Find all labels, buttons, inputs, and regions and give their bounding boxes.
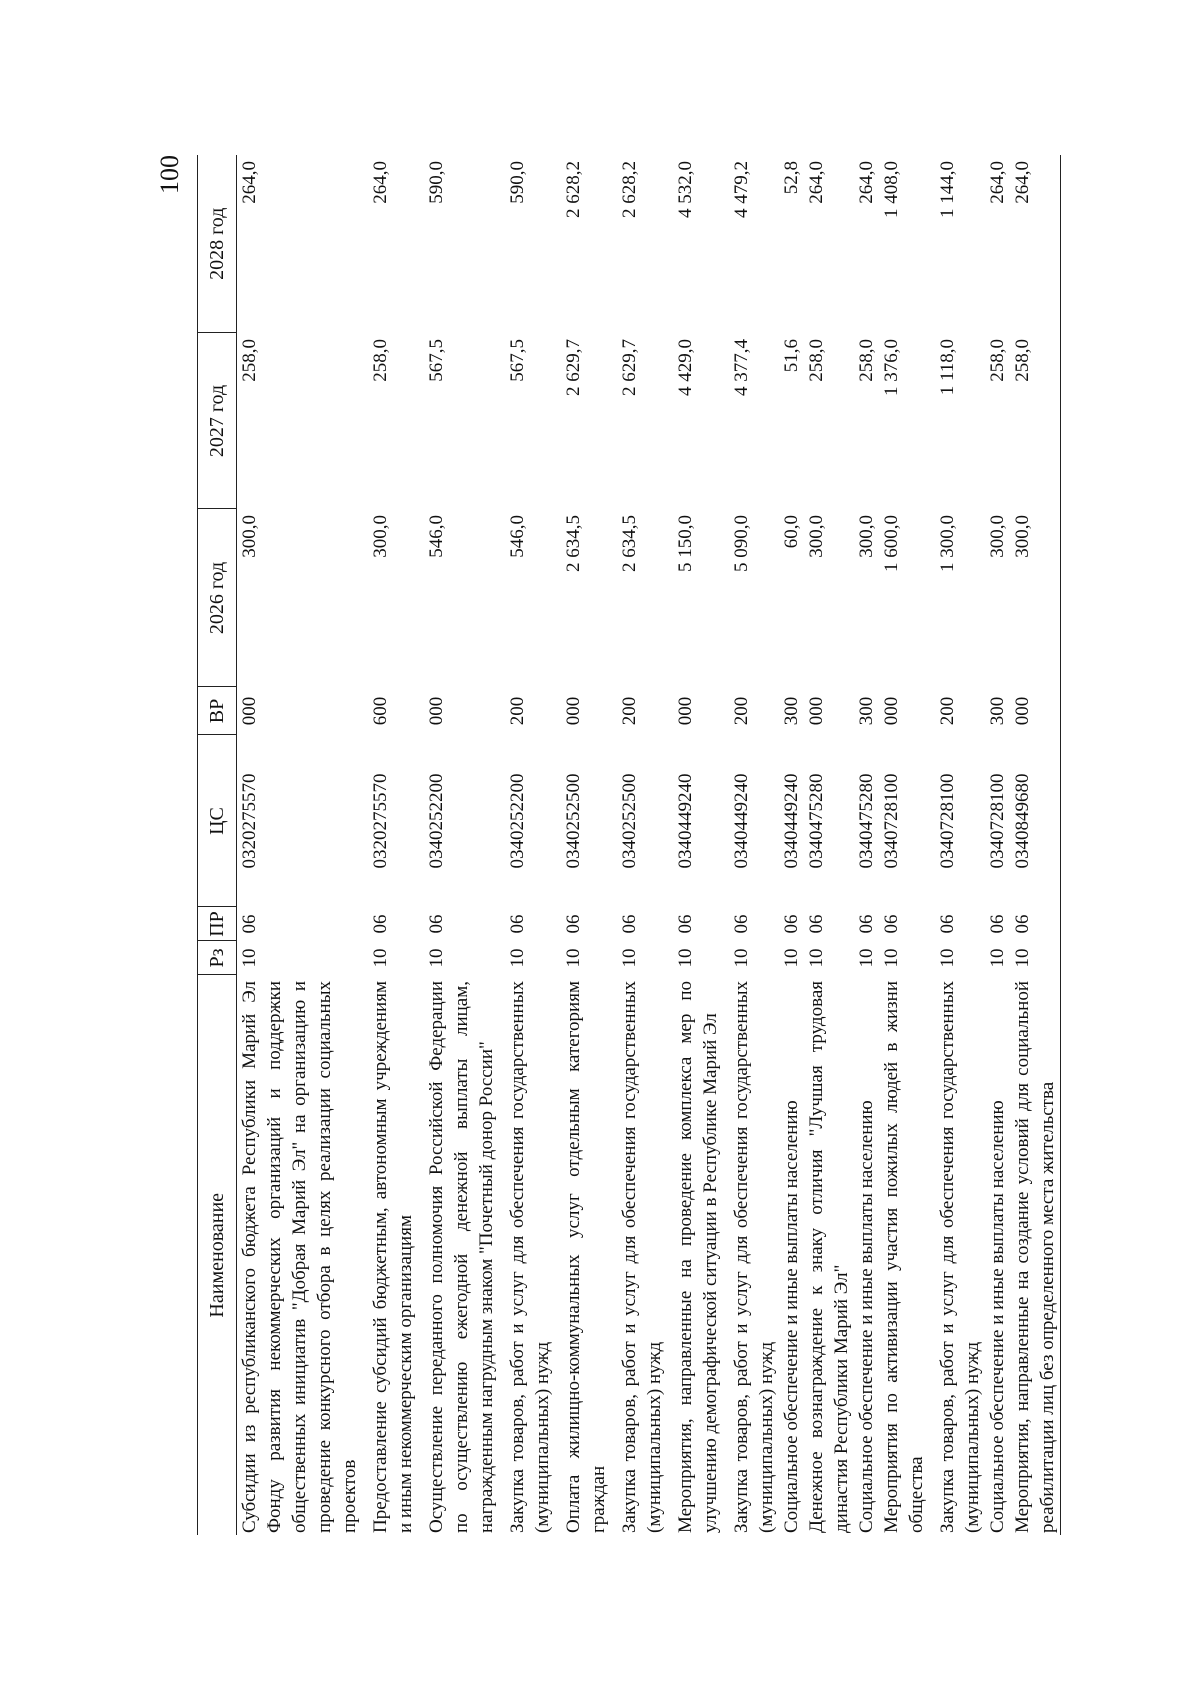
row-name: Мероприятия, направленные на проведение комплекса мер по улучшению демографической ситуации в Республике Марий Эл bbox=[675, 981, 721, 1533]
table-row bbox=[804, 155, 854, 1535]
row-value-2028: 590,0 bbox=[426, 161, 447, 204]
row-vr: 600 bbox=[370, 696, 391, 726]
header-name: Наименование bbox=[198, 975, 237, 1535]
table-row bbox=[854, 155, 879, 1535]
row-pr: 06 bbox=[937, 914, 958, 934]
row-rz: 10 bbox=[619, 948, 640, 968]
row-value-2028: 590,0 bbox=[507, 161, 528, 204]
row-value-2028: 1 144,0 bbox=[937, 161, 958, 218]
row-vr: 000 bbox=[239, 696, 260, 726]
row-name: Оплата жилищно-коммунальных услуг отдельным категориям граждан bbox=[563, 981, 609, 1533]
table-row bbox=[723, 155, 779, 1535]
budget-table bbox=[197, 155, 1061, 1535]
row-value-2027: 567,5 bbox=[426, 339, 447, 382]
rotated-document-page bbox=[155, 155, 1080, 1535]
row-pr: 06 bbox=[563, 914, 584, 934]
row-pr: 06 bbox=[987, 914, 1008, 934]
row-cs: 0340252200 bbox=[426, 773, 447, 869]
row-vr: 200 bbox=[507, 696, 528, 726]
row-value-2028: 2 628,2 bbox=[563, 161, 584, 218]
row-value-2026: 60,0 bbox=[781, 515, 802, 549]
row-vr: 000 bbox=[881, 696, 902, 726]
row-value-2028: 264,0 bbox=[1010, 155, 1061, 333]
header-2028: 2028 год bbox=[198, 155, 237, 333]
row-vr: 000 bbox=[1010, 687, 1061, 735]
row-cs: 0340475280 bbox=[856, 773, 877, 869]
row-vr: 000 bbox=[675, 696, 696, 726]
table-row bbox=[985, 155, 1010, 1535]
row-pr: 06 bbox=[619, 914, 640, 934]
row-vr: 000 bbox=[563, 696, 584, 726]
row-pr: 06 bbox=[1010, 907, 1061, 941]
row-value-2026: 5 090,0 bbox=[731, 515, 752, 572]
row-value-2026: 2 634,5 bbox=[563, 515, 584, 572]
row-value-2028: 264,0 bbox=[239, 161, 260, 204]
row-name: Субсидии из республиканского бюджета Республики Марий Эл Фонду развития некоммерческих организаций и поддержки общественных инициатив "Добрая Марий Эл" на организацию и проведение конкурсного отбора в целях реализации социальных проектов bbox=[239, 981, 360, 1533]
row-vr: 200 bbox=[937, 696, 958, 726]
row-rz: 10 bbox=[987, 948, 1008, 968]
table-row bbox=[929, 155, 985, 1535]
row-pr: 06 bbox=[370, 914, 391, 934]
row-vr: 300 bbox=[987, 696, 1008, 726]
table-row bbox=[611, 155, 667, 1535]
row-value-2028: 4 532,0 bbox=[675, 161, 696, 218]
row-value-2027: 258,0 bbox=[239, 339, 260, 382]
header-cs: ЦС bbox=[198, 735, 237, 907]
row-value-2028: 264,0 bbox=[856, 161, 877, 204]
row-cs: 0340849680 bbox=[1010, 735, 1061, 907]
row-vr: 200 bbox=[731, 696, 752, 726]
row-name: Социальное обеспечение и иные выплаты населению bbox=[987, 1100, 1008, 1533]
row-value-2026: 1 600,0 bbox=[881, 515, 902, 572]
table-row bbox=[1010, 155, 1061, 1535]
row-pr: 06 bbox=[507, 914, 528, 934]
row-rz: 10 bbox=[731, 948, 752, 968]
row-value-2026: 2 634,5 bbox=[619, 515, 640, 572]
row-value-2027: 4 377,4 bbox=[731, 339, 752, 396]
row-value-2027: 258,0 bbox=[806, 339, 827, 382]
row-value-2026: 300,0 bbox=[239, 515, 260, 558]
table-row bbox=[418, 155, 499, 1535]
row-cs: 0340449240 bbox=[781, 773, 802, 869]
row-vr: 300 bbox=[781, 696, 802, 726]
row-value-2028: 1 408,0 bbox=[881, 161, 902, 218]
row-vr: 000 bbox=[806, 696, 827, 726]
row-rz: 10 bbox=[806, 948, 827, 968]
row-name: Закупка товаров, работ и услуг для обеспечения государственных (муниципальных) нужд bbox=[937, 981, 983, 1533]
row-name: Закупка товаров, работ и услуг для обеспечения государственных (муниципальных) нужд bbox=[731, 981, 777, 1533]
row-cs: 0340252500 bbox=[619, 773, 640, 869]
row-cs: 0340449240 bbox=[731, 773, 752, 869]
row-value-2027: 2 629,7 bbox=[619, 339, 640, 396]
row-cs: 0340728100 bbox=[881, 773, 902, 869]
row-value-2027: 4 429,0 bbox=[675, 339, 696, 396]
row-rz: 10 bbox=[239, 948, 260, 968]
row-vr: 200 bbox=[619, 696, 640, 726]
row-cs: 0320275570 bbox=[239, 773, 260, 869]
row-rz: 10 bbox=[426, 948, 447, 968]
row-rz: 10 bbox=[881, 948, 902, 968]
table-row bbox=[555, 155, 611, 1535]
row-name: Закупка товаров, работ и услуг для обеспечения государственных (муниципальных) нужд bbox=[507, 981, 553, 1533]
row-value-2028: 264,0 bbox=[806, 161, 827, 204]
row-value-2026: 300,0 bbox=[806, 515, 827, 558]
row-rz: 10 bbox=[937, 948, 958, 968]
table-body bbox=[237, 155, 1061, 1535]
table-header-row bbox=[198, 155, 237, 1535]
row-value-2027: 2 629,7 bbox=[563, 339, 584, 396]
row-name: Денежное вознаграждение к знаку отличия "Лучшая трудовая династия Республики Марий Эл" bbox=[806, 981, 852, 1533]
table-row bbox=[499, 155, 555, 1535]
row-rz: 10 bbox=[781, 948, 802, 968]
row-rz: 10 bbox=[370, 948, 391, 968]
row-cs: 0320275570 bbox=[370, 773, 391, 869]
row-value-2026: 300,0 bbox=[856, 515, 877, 558]
row-pr: 06 bbox=[806, 914, 827, 934]
header-2026: 2026 год bbox=[198, 509, 237, 687]
row-rz: 10 bbox=[675, 948, 696, 968]
row-value-2026: 546,0 bbox=[426, 515, 447, 558]
row-value-2026: 300,0 bbox=[1010, 509, 1061, 687]
row-name: Закупка товаров, работ и услуг для обеспечения государственных (муниципальных) нужд bbox=[619, 981, 665, 1533]
row-cs: 0340252200 bbox=[507, 773, 528, 869]
row-name: Социальное обеспечение и иные выплаты населению bbox=[781, 1100, 802, 1533]
row-name: Социальное обеспечение и иные выплаты населению bbox=[856, 1100, 877, 1533]
row-value-2027: 258,0 bbox=[987, 339, 1008, 382]
row-value-2027: 1 376,0 bbox=[881, 339, 902, 396]
row-pr: 06 bbox=[731, 914, 752, 934]
row-value-2027: 258,0 bbox=[370, 339, 391, 382]
row-value-2028: 264,0 bbox=[370, 161, 391, 204]
row-value-2027: 258,0 bbox=[856, 339, 877, 382]
header-2027: 2027 год bbox=[198, 333, 237, 509]
page-number: 100 bbox=[155, 155, 184, 194]
row-pr: 06 bbox=[781, 914, 802, 934]
row-value-2028: 52,8 bbox=[781, 161, 802, 195]
row-value-2028: 4 479,2 bbox=[731, 161, 752, 218]
row-vr: 300 bbox=[856, 696, 877, 726]
row-cs: 0340728100 bbox=[937, 773, 958, 869]
table-row bbox=[879, 155, 929, 1535]
row-cs: 0340252500 bbox=[563, 773, 584, 869]
row-name: Мероприятия по активизации участия пожилых людей в жизни общества bbox=[881, 981, 927, 1533]
row-value-2027: 567,5 bbox=[507, 339, 528, 382]
row-value-2027: 51,6 bbox=[781, 339, 802, 373]
row-name: Предоставление субсидий бюджетным, автономным учреждениям и иным некоммерческим организациям bbox=[370, 981, 416, 1533]
row-rz: 10 bbox=[856, 948, 877, 968]
row-value-2028: 2 628,2 bbox=[619, 161, 640, 218]
table-row bbox=[362, 155, 418, 1535]
row-pr: 06 bbox=[426, 914, 447, 934]
header-pr: ПР bbox=[198, 907, 237, 941]
row-value-2026: 546,0 bbox=[507, 515, 528, 558]
row-value-2026: 5 150,0 bbox=[675, 515, 696, 572]
row-value-2027: 1 118,0 bbox=[937, 339, 958, 396]
row-value-2026: 300,0 bbox=[370, 515, 391, 558]
row-rz: 10 bbox=[563, 948, 584, 968]
row-rz: 10 bbox=[1010, 941, 1061, 975]
row-value-2026: 300,0 bbox=[987, 515, 1008, 558]
header-vr: ВР bbox=[198, 687, 237, 735]
row-vr: 000 bbox=[426, 696, 447, 726]
table-row bbox=[667, 155, 723, 1535]
row-cs: 0340728100 bbox=[987, 773, 1008, 869]
row-value-2027: 258,0 bbox=[1010, 333, 1061, 509]
row-pr: 06 bbox=[239, 914, 260, 934]
row-rz: 10 bbox=[507, 948, 528, 968]
row-name: Осуществление переданного полномочия Российской Федерации по осуществлению ежегодной денежной выплаты лицам, награжденным нагрудным знаком "Почетный донор России" bbox=[426, 981, 497, 1533]
row-name: Мероприятия, направленные на создание условий для социальной реабилитации лиц без определенного места жительства bbox=[1010, 975, 1061, 1535]
header-rz: Рз bbox=[198, 941, 237, 975]
row-value-2028: 264,0 bbox=[987, 161, 1008, 204]
row-cs: 0340449240 bbox=[675, 773, 696, 869]
row-pr: 06 bbox=[675, 914, 696, 934]
table-row bbox=[779, 155, 804, 1535]
row-pr: 06 bbox=[856, 914, 877, 934]
row-pr: 06 bbox=[881, 914, 902, 934]
row-value-2026: 1 300,0 bbox=[937, 515, 958, 572]
row-cs: 0340475280 bbox=[806, 773, 827, 869]
table-row bbox=[237, 155, 363, 1535]
